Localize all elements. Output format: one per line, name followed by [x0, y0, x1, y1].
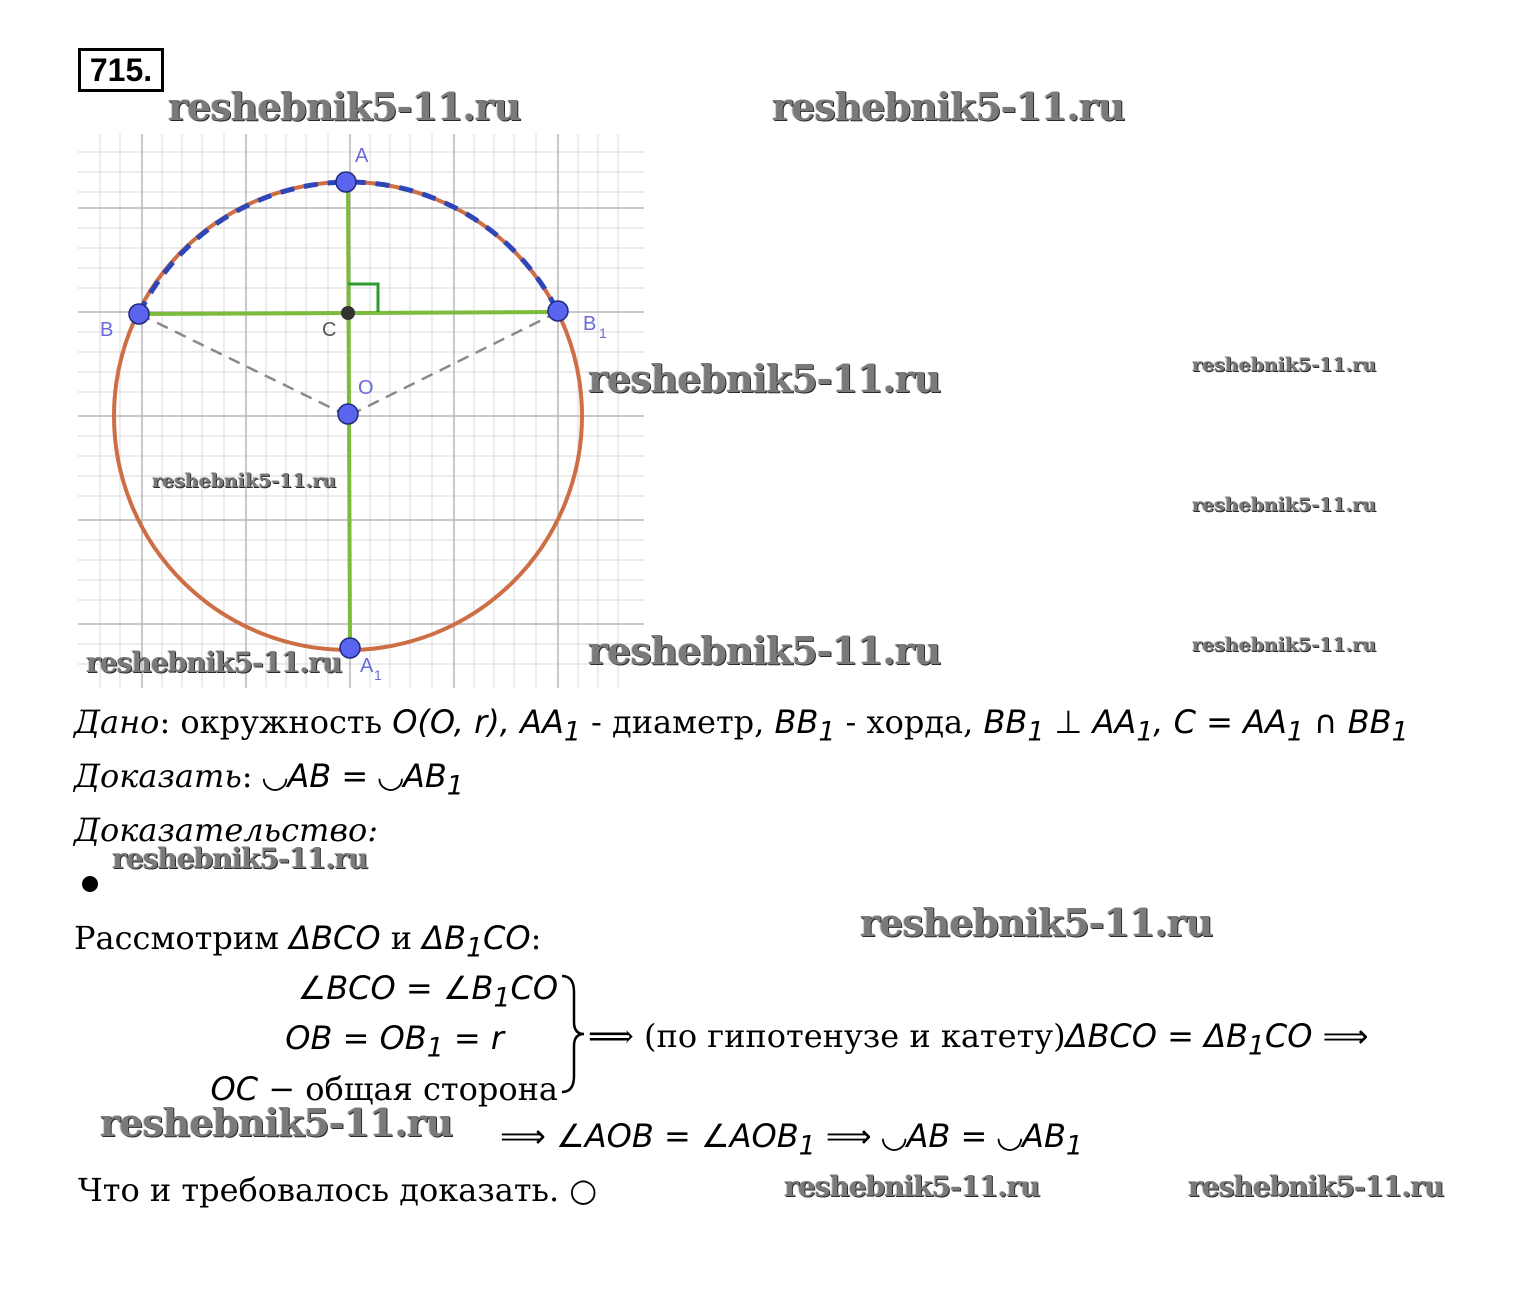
given-text: - хорда, [835, 703, 984, 741]
prove-sub: 1 [446, 770, 464, 802]
watermark: reshebnik5-11.ru [784, 1170, 1040, 1203]
given-sub: 1 [1391, 716, 1409, 748]
given-sub: 1 [1136, 716, 1154, 748]
conclusion2 [500, 1116, 1083, 1166]
system-sub: 1 [493, 982, 511, 1014]
consider-math: ΔB [422, 919, 467, 957]
system-row [211, 968, 558, 1018]
conclusion-math: ΔBCO = ΔB [1065, 1017, 1248, 1055]
label-a1-sub: 1 [374, 667, 382, 683]
point-b [129, 304, 149, 324]
consider-math: ΔBCO [289, 919, 381, 957]
consider-math: CO [483, 919, 531, 957]
given-sub: 1 [1286, 716, 1304, 748]
watermark: reshebnik5-11.ru [100, 1100, 453, 1145]
conclusion-math: ⟹ ◡AB = ◡AB [815, 1117, 1066, 1155]
consider-text: Рассмотрим [74, 919, 290, 957]
geometry-figure [78, 134, 644, 688]
prove-line [74, 756, 464, 806]
label-b1-sub: 1 [599, 325, 607, 341]
system-math: ∠BCO = ∠B [297, 969, 494, 1007]
watermark: reshebnik5-11.ru [86, 646, 342, 679]
watermark: reshebnik5-11.ru [1192, 634, 1377, 656]
point-o [338, 404, 358, 424]
system-row [211, 1018, 558, 1068]
given-text: окружность [180, 703, 393, 741]
point-b1 [548, 301, 568, 321]
point-c [341, 306, 355, 320]
consider-sub: 1 [466, 932, 484, 964]
system-math: = r [443, 1019, 504, 1058]
prove-sep: : [241, 757, 263, 795]
given-math: BB [983, 703, 1028, 741]
label-b: B [100, 319, 114, 341]
given-math: O(O, r), AA [392, 703, 564, 741]
conclusion-math: CO ⟹ [1264, 1017, 1369, 1055]
consider-text: и [380, 919, 423, 957]
system-block [211, 968, 558, 1109]
watermark: reshebnik5-11.ru [1192, 494, 1377, 516]
label-c: C [322, 319, 337, 341]
watermark: reshebnik5-11.ru [1188, 1170, 1444, 1203]
label-a1: A [360, 655, 374, 677]
watermark: reshebnik5-11.ru [772, 84, 1125, 129]
grid-major [78, 134, 644, 688]
radius-ob [139, 314, 348, 416]
prove-label: Доказать [74, 757, 242, 795]
system-math: OC [210, 1069, 259, 1108]
proof-label: Доказательство: [74, 811, 379, 849]
given-math: BB [774, 703, 819, 741]
given-math: , C = AA [1153, 703, 1287, 741]
label-b1: B [583, 313, 597, 335]
prove-math: ◡AB = ◡AB [262, 757, 447, 795]
bullet [82, 876, 98, 892]
point-a [336, 172, 356, 192]
given-text: - диаметр, [580, 703, 775, 741]
qed-line: Что и требовалось доказать. ○ [78, 1171, 598, 1209]
watermark: reshebnik5-11.ru [152, 470, 337, 492]
radius-ob1 [348, 312, 558, 416]
watermark: reshebnik5-11.ru [588, 356, 941, 401]
system-math: CO [510, 969, 558, 1007]
given-label: Дано [74, 703, 160, 741]
label-a: A [355, 145, 369, 167]
conclusion-math: ⟹ ∠AOB = ∠AOB [500, 1117, 799, 1155]
system-sub: 1 [426, 1032, 444, 1064]
label-o: O [358, 377, 374, 399]
watermark: reshebnik5-11.ru [168, 84, 521, 129]
system-row [211, 1069, 558, 1109]
conclusion-text: (по гипотенузе и катету) [644, 1017, 1066, 1055]
given-sub: 1 [563, 716, 581, 748]
system-math: OB = OB [285, 1019, 427, 1058]
given-math: ⊥ AA [1044, 703, 1137, 741]
conclusion-arrow: ⟹ [588, 1017, 645, 1055]
system-text: − общая сторона [258, 1069, 558, 1108]
watermark: reshebnik5-11.ru [112, 842, 368, 875]
given-sep: : [159, 703, 181, 741]
conclusion-sub: 1 [798, 1130, 816, 1162]
point-a1 [340, 638, 360, 658]
given-sub: 1 [818, 716, 836, 748]
consider-line [74, 918, 541, 968]
grid [78, 134, 644, 688]
consider-text: : [530, 919, 542, 957]
problem-number: 715. [78, 48, 164, 92]
conclusion-sub: 1 [1065, 1130, 1083, 1162]
watermark: reshebnik5-11.ru [1192, 354, 1377, 376]
given-math: ∩ BB [1303, 703, 1392, 741]
right-brace [558, 972, 586, 1096]
given-sub: 1 [1027, 716, 1045, 748]
watermark: reshebnik5-11.ru [588, 628, 941, 673]
watermark: reshebnik5-11.ru [860, 900, 1213, 945]
conclusion-sub: 1 [1247, 1030, 1265, 1062]
given-line [74, 702, 1409, 752]
conclusion1 [588, 1016, 1369, 1066]
